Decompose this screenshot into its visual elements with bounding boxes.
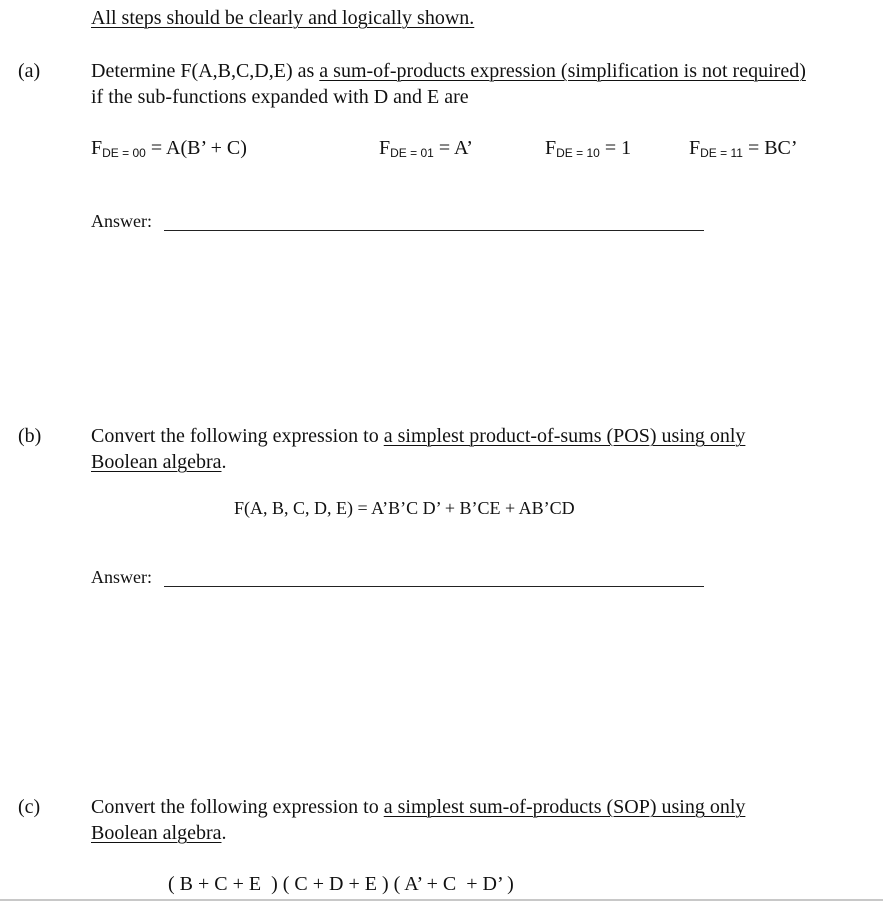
part-b-question-line1: [91, 423, 745, 449]
part-c-text-end: .: [221, 822, 227, 844]
subfunction-de-00: [91, 135, 247, 166]
subfunction-subscript: DE = 00: [102, 146, 146, 160]
subfunction-subscript: DE = 01: [390, 146, 434, 160]
subfunction-equation: = BC’: [742, 137, 798, 159]
subfunction-subscript: DE = 11: [700, 146, 743, 160]
subfunction-equation: = 1: [599, 137, 632, 159]
part-a-answer-label: Answer:: [91, 211, 152, 231]
part-c-question-line2: [91, 820, 227, 846]
part-c-text-underlined: a simplest sum-of-products (SOP) using only: [383, 796, 746, 818]
subfunction-f: F: [379, 137, 391, 159]
subfunction-subscript: DE = 10: [556, 146, 600, 160]
subfunction-equation: = A(B’ + C): [145, 137, 247, 159]
part-c-expression: ( B + C + E ) ( C + D + E ) ( A’ + C + D’ ): [168, 873, 514, 895]
subfunction-f: F: [545, 137, 557, 159]
part-b-text-underlined-2: Boolean algebra: [91, 451, 222, 473]
part-a-text-plain: Determine F(A,B,C,D,E) as: [91, 60, 320, 82]
part-b-answer-line[interactable]: [164, 586, 704, 587]
part-c-label: (c): [18, 796, 41, 818]
subfunction-f: F: [91, 137, 103, 159]
subfunction-equation: = A’: [433, 137, 473, 159]
part-a-question-line1: [91, 58, 806, 84]
part-c-text-plain: Convert the following expression to: [91, 796, 384, 818]
part-b-text-end: .: [221, 451, 227, 473]
part-b-question-line2: [91, 449, 227, 475]
part-a-text-underlined: a sum-of-products expression (simplification is not required): [319, 60, 806, 82]
subfunction-de-11: [689, 135, 798, 166]
part-b-label: (b): [18, 425, 42, 447]
part-a-label: (a): [18, 60, 41, 82]
subfunction-de-10: [545, 135, 631, 166]
subfunction-de-01: [379, 135, 473, 166]
part-a-question-line2: if the sub-functions expanded with D and E are: [91, 86, 469, 108]
instruction-heading: All steps should be clearly and logically shown.: [91, 7, 475, 29]
subfunction-f: F: [689, 137, 701, 159]
part-b-text-underlined: a simplest product-of-sums (POS) using only: [383, 425, 746, 447]
part-a-answer-line[interactable]: [164, 230, 704, 231]
page-bottom-divider: [0, 899, 883, 901]
part-c-text-underlined-2: Boolean algebra: [91, 822, 222, 844]
part-b-answer-label: Answer:: [91, 567, 152, 587]
part-b-expression: F(A, B, C, D, E) = A’B’C D’ + B’CE + AB’CD: [234, 498, 575, 518]
part-b-text-plain: Convert the following expression to: [91, 425, 384, 447]
part-c-question-line1: [91, 794, 745, 820]
